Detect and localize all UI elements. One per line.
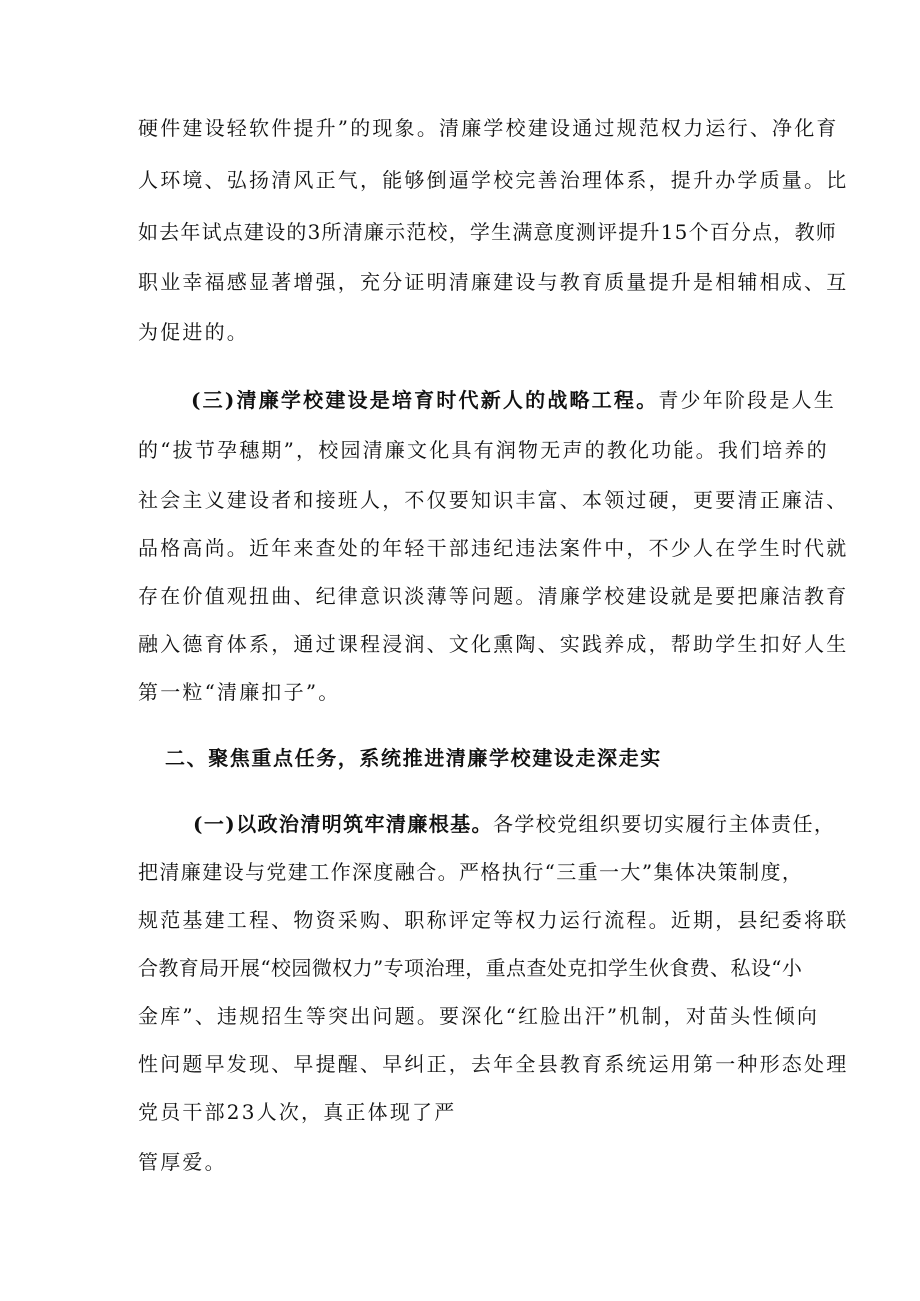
paragraph-2-line-4: 品格高尚。近年来查处的年轻干部违纪违法案件中，不少人在学生时代就: [138, 536, 849, 560]
paragraph-3-line-2: 把清廉建设与党建工作深度融合。严格执行“三重一大”集体决策制度，: [138, 860, 804, 884]
paragraph-3-first-line-rest: 各学校党组织要切实履行主体责任，: [492, 812, 836, 836]
paragraph-3-line-8: 管厚爱。: [138, 1150, 227, 1174]
paragraph-3-line-3: 规范基建工程、物资采购、职称评定等权力运行流程。近期，县纪委将联: [138, 908, 849, 932]
paragraph-2-line-7: 第一粒“清廉扣子”。: [138, 680, 341, 704]
paragraph-3-heading: (一)以政治清明筑牢清廉根基。: [193, 812, 493, 836]
paragraph-2-first-line-rest: 青少年阶段是人生: [658, 388, 836, 412]
paragraph-3-line-1: [193, 808, 835, 840]
paragraph-2-line-1: [191, 384, 836, 416]
paragraph-2-line-3: 社会主义建设者和接班人，不仅要知识丰富、本领过硬，更要清正廉洁、: [138, 488, 849, 512]
paragraph-1-line-5: 为促进的。: [138, 320, 249, 344]
paragraph-3-line-6: 性问题早发现、早提醒、早纠正，去年全县教育系统运用第一种形态处理: [138, 1052, 849, 1076]
paragraph-1-line-1: 硬件建设轻软件提升”的现象。清廉学校建设通过规范权力运行、净化育: [138, 116, 839, 140]
paragraph-2-line-5: 存在价值观扭曲、纪律意识淡薄等问题。清廉学校建设就是要把廉洁教育: [138, 584, 849, 608]
paragraph-2-line-6: 融入德育体系，通过课程浸润、文化熏陶、实践养成，帮助学生扣好人生: [138, 632, 849, 656]
paragraph-1-line-2: 人环境、弘扬清风正气，能够倒逼学校完善治理体系，提升办学质量。比: [138, 168, 849, 192]
paragraph-3-line-4: 合教育局开展“校园微权力”专项治理，重点查处克扣学生伙食费、私设“小: [138, 956, 803, 980]
paragraph-3-line-5: 金库”、违规招生等突出问题。要深化“红脸出汗”机制，对苗头性倾向: [138, 1004, 820, 1028]
paragraph-2-heading: (三)清廉学校建设是培育时代新人的战略工程。: [191, 388, 659, 412]
paragraph-2-line-2: 的“拔节孕穗期”，校园清廉文化具有润物无声的教化功能。我们培养的: [138, 438, 829, 462]
paragraph-3-line-7: 党员干部23人次，真正体现了严: [138, 1100, 457, 1124]
paragraph-1-line-4: 职业幸福感显著增强，充分证明清廉建设与教育质量提升是相辅相成、互: [138, 270, 849, 294]
paragraph-1-line-3: 如去年试点建设的3所清廉示范校，学生满意度测评提升15个百分点，教师: [138, 220, 837, 244]
section-heading: 二、聚焦重点任务，系统推进清廉学校建设走深走实: [165, 746, 662, 770]
